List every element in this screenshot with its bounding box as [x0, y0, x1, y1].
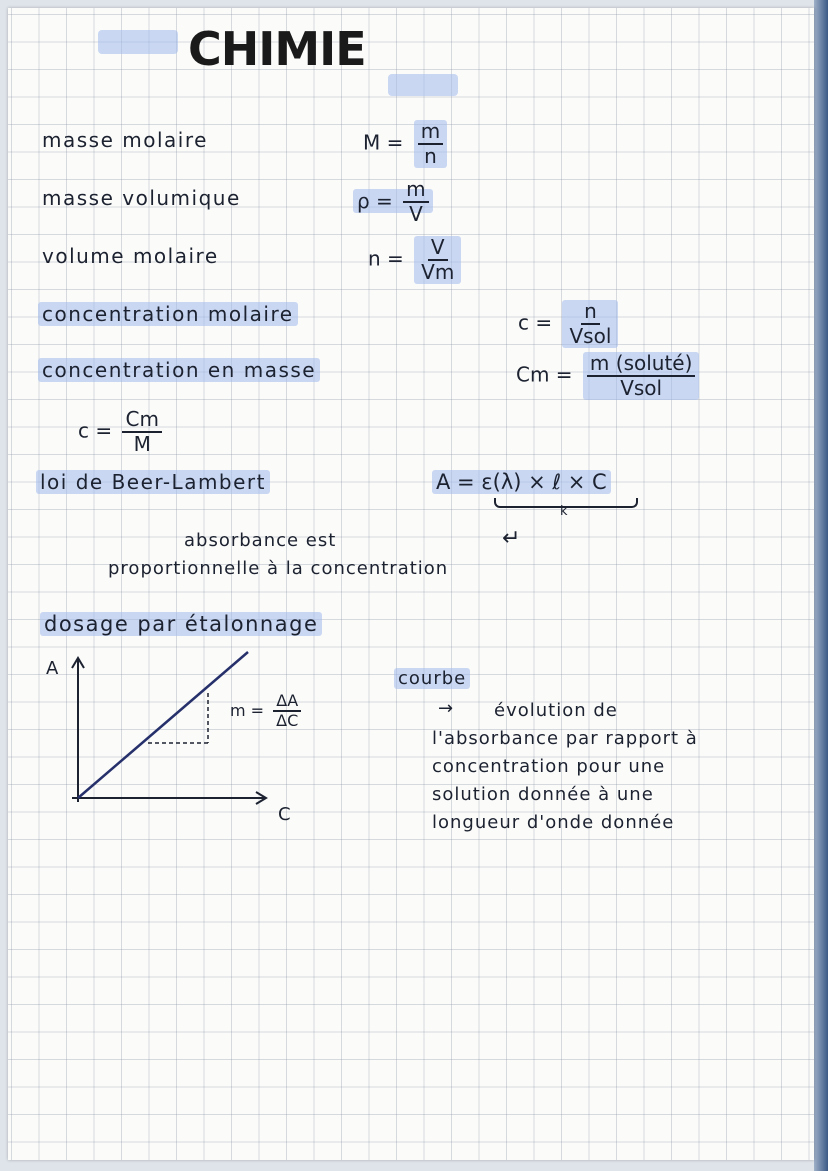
formula-masse-molaire: M = $\frac{m}{n}$: [363, 120, 447, 168]
highlight-mark: [388, 74, 458, 96]
slope-formula: m = $\frac{\Delta A}{\Delta C}$: [230, 692, 301, 731]
beer-lambert-note-line1: absorbance est: [184, 530, 337, 551]
binder-edge: [814, 0, 828, 1171]
courbe-arrow-icon: →: [438, 698, 455, 719]
label-concentration-en-masse: concentration en masse: [38, 358, 320, 382]
underbrace-mark: k: [560, 504, 568, 519]
calibration-line: [78, 652, 248, 798]
courbe-line: l'absorbance par rapport à: [432, 728, 698, 749]
beer-lambert-note-line2: proportionnelle à la concentration: [108, 558, 449, 579]
return-arrow-icon: ↵: [502, 526, 521, 551]
label-masse-molaire: masse molaire: [42, 128, 208, 152]
courbe-line: longueur d'onde donnée: [432, 812, 675, 833]
formula-concentration-en-masse: Cm = $\frac{\text{m (soluté)}}{\text{Vsol}}$: [516, 352, 699, 400]
formula-volume-molaire: n = $\frac{V}{Vm}$: [368, 236, 461, 284]
label-beer-lambert: loi de Beer-Lambert: [36, 470, 270, 494]
formula-concentration-molaire: c = $\frac{n}{\text{Vsol}}$: [518, 300, 618, 348]
formula-masse-volumique: ρ = $\frac{m}{V}$: [353, 178, 433, 226]
label-volume-molaire: volume molaire: [42, 244, 219, 268]
page-title: CHIMIE: [188, 22, 366, 76]
axis-label-a: A: [46, 658, 59, 679]
label-masse-volumique: masse volumique: [42, 186, 241, 210]
courbe-line: évolution de: [494, 700, 618, 721]
courbe-title: courbe: [394, 668, 470, 689]
courbe-line: solution donnée à une: [432, 784, 654, 805]
notebook-page: [8, 8, 814, 1160]
highlight-mark: [98, 30, 178, 54]
label-dosage: dosage par étalonnage: [40, 612, 322, 636]
courbe-line: concentration pour une: [432, 756, 666, 777]
axis-label-c: C: [278, 804, 291, 825]
calibration-graph: [38, 648, 298, 828]
label-concentration-molaire: concentration molaire: [38, 302, 298, 326]
formula-beer-lambert: A = ε(λ) × ℓ × C: [432, 470, 611, 494]
formula-c-from-cm: c = $\frac{Cm}{M}$: [78, 408, 162, 456]
